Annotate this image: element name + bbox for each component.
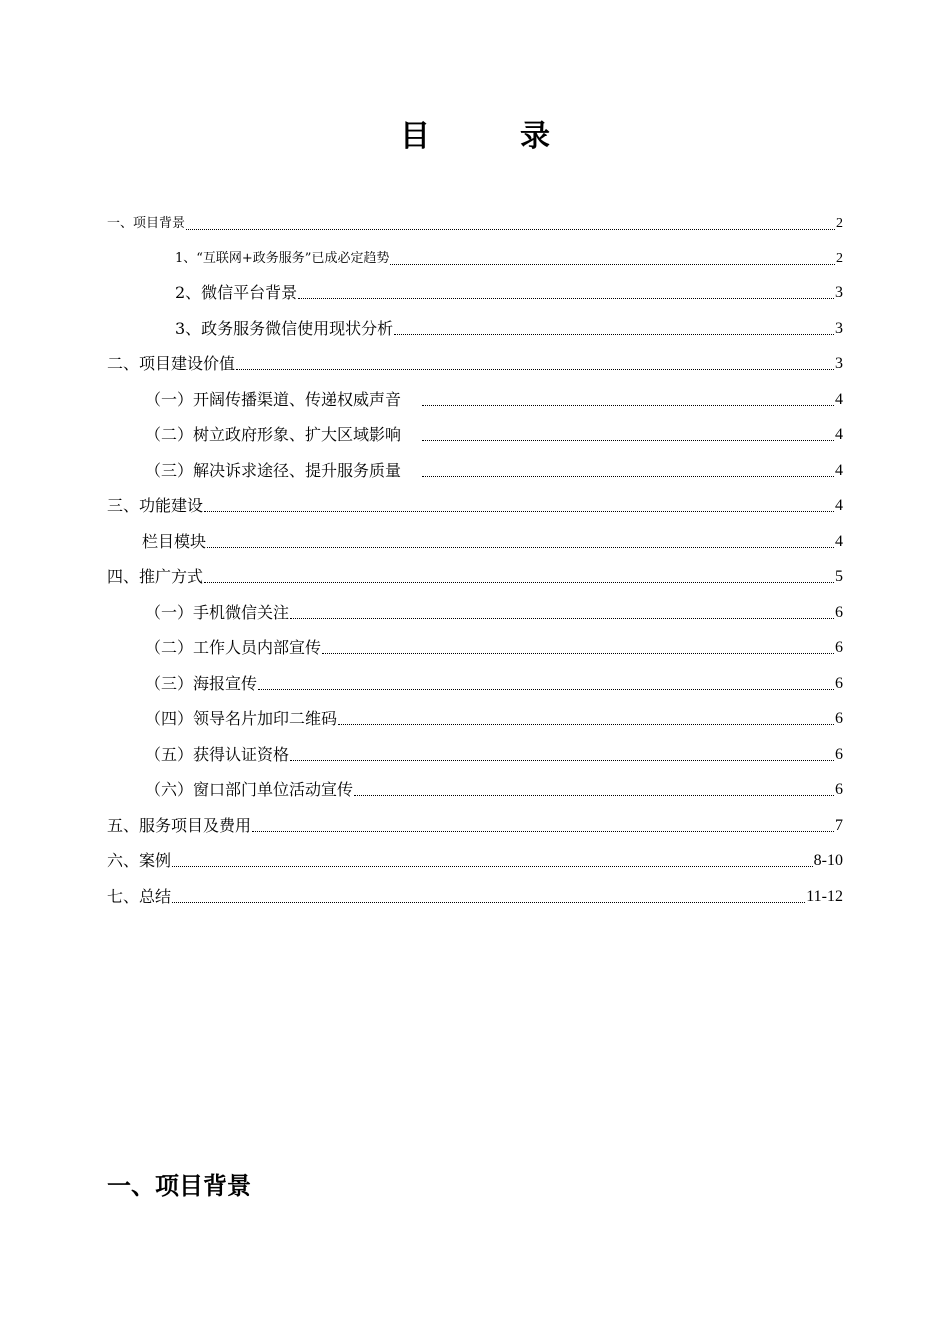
toc-dot-leader (421, 459, 835, 483)
toc-entry-page: 6 (835, 710, 843, 727)
toc-dot-leader (321, 636, 835, 660)
toc-entry-page: 6 (835, 781, 843, 798)
toc-dot-leader (421, 388, 835, 412)
toc-entry-page: 4 (835, 391, 843, 408)
toc-entry-label: （三）海报宣传 (145, 674, 258, 693)
toc-entry-label: 2、微信平台背景 (175, 283, 298, 302)
toc-entry-label: （四）领导名片加印二维码 (145, 709, 338, 728)
toc-dot-leader (421, 423, 835, 447)
toc-entry[interactable] (107, 212, 843, 236)
toc-entry-page: 6 (835, 604, 843, 621)
toc-dot-leader (257, 672, 835, 696)
toc-entry-page: 4 (835, 497, 843, 514)
toc-dot-leader (297, 281, 835, 305)
toc-entry-label: （二）树立政府形象、扩大区域影响 (145, 425, 402, 444)
toc-entry-page: 8-10 (813, 852, 843, 869)
toc-entry-label: （一）手机微信关注 (145, 603, 290, 622)
toc-entry-label: 一、项目背景 (107, 216, 186, 231)
toc-entry-page: 6 (835, 639, 843, 656)
toc-entry[interactable] (145, 707, 843, 731)
toc-dot-leader (393, 317, 835, 341)
toc-entry-label: （五）获得认证资格 (145, 745, 290, 764)
toc-dot-leader (206, 530, 835, 554)
toc-dot-leader (337, 707, 835, 731)
toc-entry[interactable] (145, 423, 843, 447)
toc-dot-leader (289, 601, 835, 625)
toc-dot-leader (203, 494, 835, 518)
toc-dot-leader (389, 247, 836, 271)
toc-entry[interactable] (175, 281, 843, 305)
toc-dot-leader (353, 778, 835, 802)
toc-dot-leader (185, 212, 836, 236)
toc-entry-page: 5 (835, 568, 843, 585)
toc-entry-page: 7 (835, 817, 843, 834)
toc-entry-label: 二、项目建设价值 (107, 354, 236, 373)
toc-entry-page: 4 (835, 533, 843, 550)
toc-entry[interactable] (142, 530, 843, 554)
toc-entry[interactable] (145, 778, 843, 802)
toc-entry-page: 6 (835, 675, 843, 692)
toc-entry[interactable] (107, 885, 843, 909)
toc-dot-leader (203, 565, 835, 589)
toc-entry-label: 五、服务项目及费用 (107, 816, 252, 835)
toc-entry-label: 七、总结 (107, 887, 172, 906)
toc-entry[interactable] (145, 672, 843, 696)
toc-entry[interactable] (175, 317, 843, 341)
toc-entry[interactable] (107, 565, 843, 589)
toc-entry[interactable] (107, 494, 843, 518)
toc-entry-label: （六）窗口部门单位活动宣传 (145, 780, 354, 799)
toc-entry-label: 栏目模块 (142, 532, 207, 551)
toc-entry-page: 3 (835, 320, 843, 337)
section-heading: 一、项目背景 (107, 1172, 251, 1200)
toc-entry[interactable] (145, 601, 843, 625)
toc-entry-page: 11-12 (806, 888, 843, 905)
toc-entry-label: 三、功能建设 (107, 496, 204, 515)
toc-entry[interactable] (107, 849, 843, 873)
toc-dot-leader (171, 885, 806, 909)
toc-entry[interactable] (107, 814, 843, 838)
toc-entry-page: 2 (836, 251, 843, 266)
toc-entry[interactable] (145, 388, 843, 412)
toc-entry[interactable] (145, 636, 843, 660)
toc-entry[interactable] (145, 743, 843, 767)
toc-entry-page: 4 (835, 426, 843, 443)
toc-entry[interactable] (145, 459, 843, 483)
toc-dot-leader (289, 743, 835, 767)
toc-entry-page: 3 (835, 355, 843, 372)
toc-entry-label: 1、“互联网+政务服务”已成必定趋势 (175, 251, 390, 266)
toc-dot-leader (251, 814, 835, 838)
toc-entry[interactable] (175, 247, 843, 271)
toc-entry-label: 六、案例 (107, 851, 172, 870)
toc-entry-page: 2 (836, 216, 843, 231)
toc-dot-leader (171, 849, 814, 873)
toc-entry-label: （一）开阔传播渠道、传递权威声音 (145, 390, 402, 409)
toc-entry-label: （三）解决诉求途径、提升服务质量 (145, 461, 402, 480)
toc-entry-page: 3 (835, 284, 843, 301)
toc-entry-label: 3、政务服务微信使用现状分析 (175, 319, 394, 338)
toc-entry-page: 4 (835, 462, 843, 479)
toc-entry-label: 四、推广方式 (107, 567, 204, 586)
toc-entry-label: （二）工作人员内部宣传 (145, 638, 322, 657)
toc-dot-leader (235, 352, 835, 376)
toc-entry[interactable] (107, 352, 843, 376)
toc-title: 目 录 (400, 119, 580, 154)
toc-entry-page: 6 (835, 746, 843, 763)
